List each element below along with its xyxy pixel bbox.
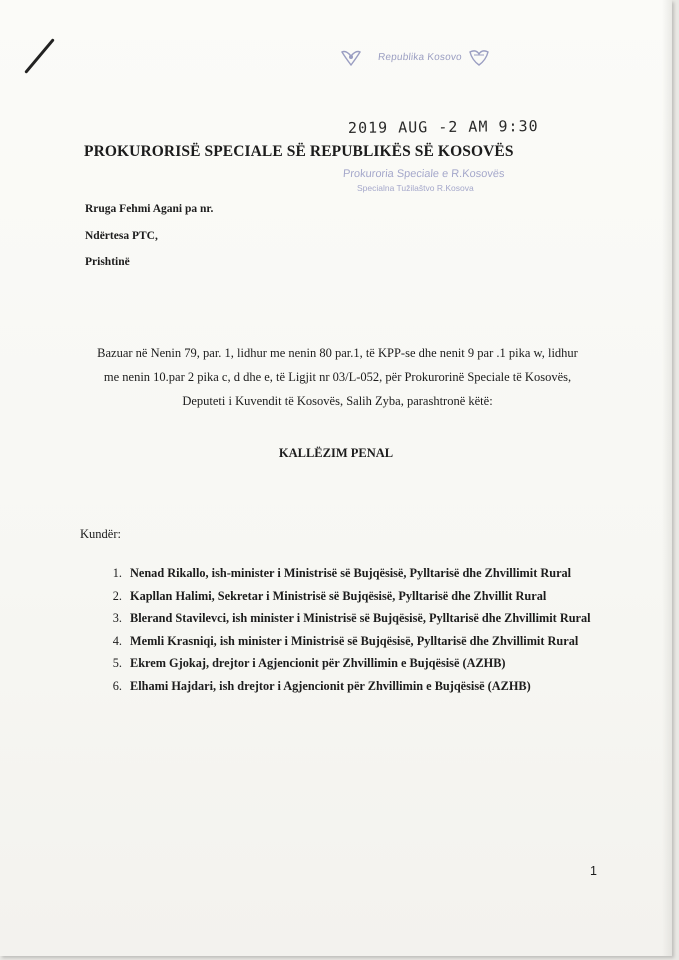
intro-line: me nenin 10.par 2 pika c, d dhe e, të Ligjit nr 03/L-052, për Prokurorinë Speciale të Kosovës, [103,370,572,384]
list-item [112,562,610,585]
eagle-emblem-icon [340,48,362,68]
receipt-stamp-line-2: Specialna Tužilaštvo R.Kosova [357,183,474,193]
list-item [112,607,610,630]
intro-paragraph [60,341,615,413]
receipt-stamp-line-1: Prokuroria Speciale e R.Kosovës [342,168,505,180]
list-item-text: Memli Krasniqi, ish minister i Ministrisë së Bujqësisë, Pylltarisë dhe Zhvillimit Rural [130,633,579,648]
address-city: Prishtinë [85,256,130,268]
list-item [112,652,610,675]
list-item-number: 6. [112,678,122,693]
list-item-text: Blerand Stavilevci, ish minister i Ministrisë së Bujqësisë, Pylltarisë dhe Zhvillimit Rural [130,611,591,625]
list-item-text: Elhami Hajdari, ish drejtor i Agjencionit për Zhvillimin e Bujqësisë (AZHB) [130,678,531,693]
date-received-stamp: 2019 AUG -2 AM 9:30 [347,117,539,137]
against-label: Kundër: [80,527,121,541]
list-item [112,675,610,698]
section-heading: KALLËZIM PENAL [278,446,394,460]
list-item [112,630,610,653]
list-item-text: Nenad Rikallo, ish-minister i Ministrisë së Bujqësisë, Pylltarisë dhe Zhvillimit Rural [130,566,572,580]
receipt-stamp [343,167,504,195]
list-item-text: Kapllan Halimi, Sekretar i Ministrisë së Bujqësisë, Pylltarisë dhe Zhvillit Rural [130,588,547,603]
list-item-number: 4. [112,633,122,648]
list-item-number: 2. [112,588,122,603]
address-street: Rruga Fehmi Agani pa nr. [85,203,214,215]
list-item-number: 1. [112,566,122,580]
handwritten-slash-mark [24,38,55,74]
list-item-text: Ekrem Gjokaj, drejtor i Agjencionit për Zhvillimin e Bujqësisë (AZHB) [130,656,506,670]
page-number: 1 [590,864,597,878]
document-title: PROKURORISË SPECIALE SË REPUBLIKËS SË KOSOVËS [84,143,514,160]
list-item-number: 5. [112,656,122,670]
address-building: Ndërtesa PTC, [85,230,158,242]
accused-list [112,562,610,697]
stamp-text: Republika Kosovo [377,52,463,63]
list-item [112,585,610,608]
list-item-number: 3. [112,611,122,625]
coat-of-arms-icon [468,48,490,68]
republic-stamp [340,46,500,72]
intro-line: Bazuar në Nenin 79, par. 1, lidhur me nenin 80 par.1, të KPP-se dhe nenit 9 par .1 pika w, lidhur [97,346,578,360]
intro-line: Deputeti i Kuvendit të Kosovës, Salih Zyba, parashtronë këtë: [182,394,493,408]
